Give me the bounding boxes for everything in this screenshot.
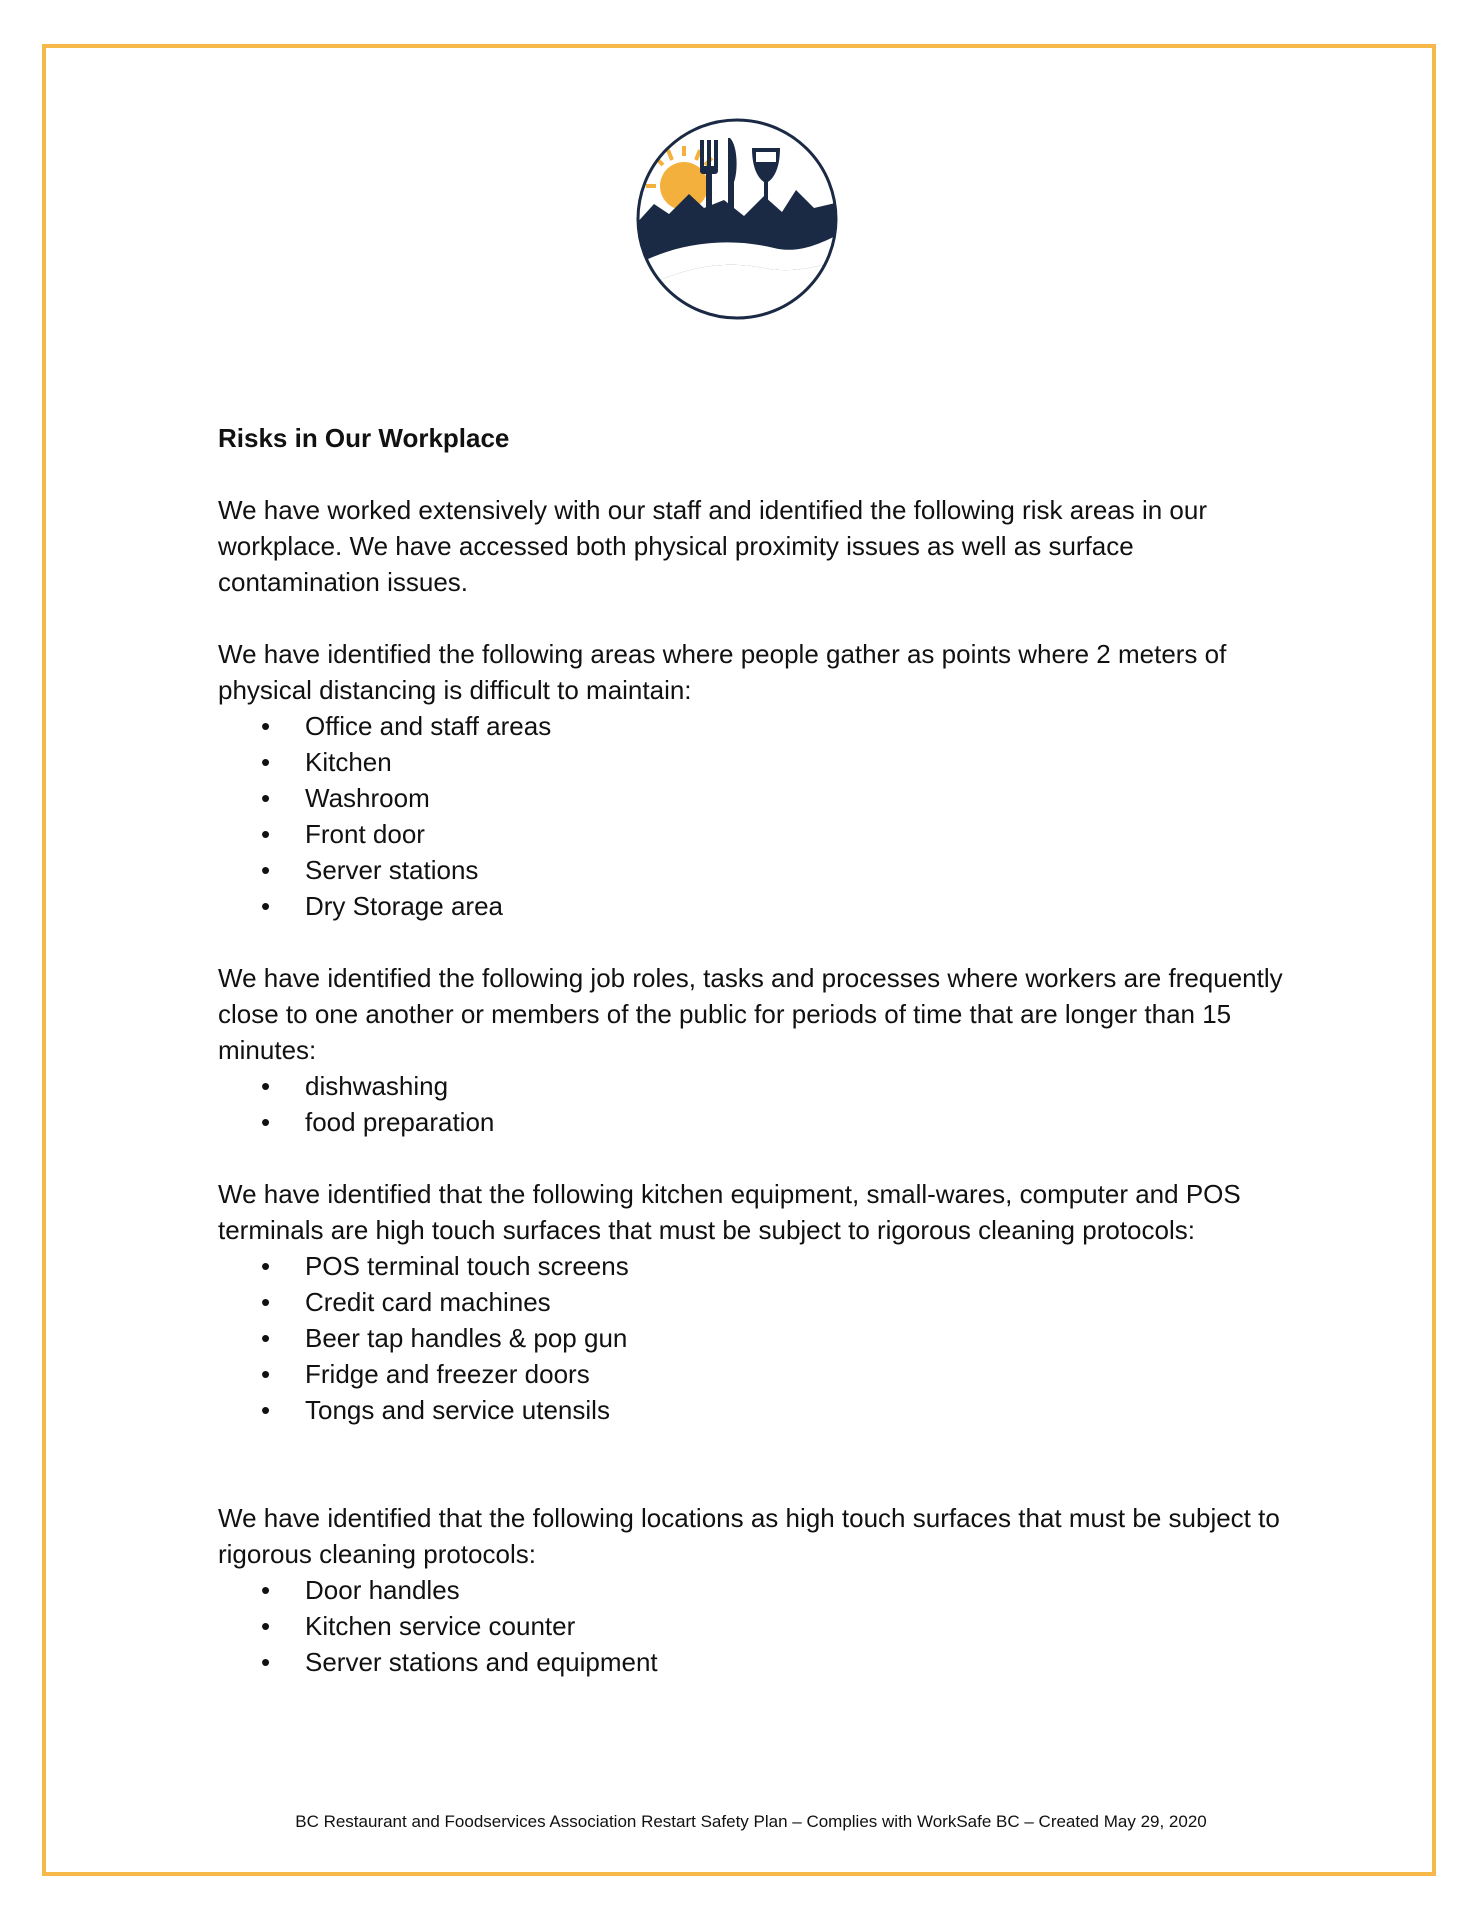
job-roles-section — [218, 960, 1288, 1140]
bullet-icon: • — [261, 891, 271, 921]
bullet-icon: • — [261, 1287, 271, 1317]
bullet-icon: • — [261, 1107, 271, 1137]
gathering-areas-list — [218, 708, 1288, 924]
bullet-icon: • — [261, 1323, 271, 1353]
list-item: • POS terminal touch screens — [218, 1248, 1288, 1284]
list-item: • Server stations and equipment — [218, 1644, 1288, 1680]
gathering-areas-section — [218, 636, 1288, 924]
document-body — [218, 420, 1288, 1716]
list-item: • Server stations — [218, 852, 1288, 888]
equipment-list — [218, 1248, 1288, 1428]
list-item: • Washroom — [218, 780, 1288, 816]
list-item: • food preparation — [218, 1104, 1288, 1140]
bullet-icon: • — [261, 711, 271, 741]
bullet-icon: • — [261, 747, 271, 777]
restaurant-logo-icon — [634, 116, 840, 322]
bullet-icon: • — [261, 819, 271, 849]
list-item: • Kitchen — [218, 744, 1288, 780]
job-roles-list — [218, 1068, 1288, 1140]
intro-section — [218, 492, 1288, 600]
bullet-icon: • — [261, 1575, 271, 1605]
intro-paragraph: We have worked extensively with our staff and identified the following risk areas in our workplace. We have accessed both physical proximity issues as well as surface contamination issues. — [218, 495, 1208, 597]
page-title: Risks in Our Workplace — [218, 423, 510, 453]
bullet-icon: • — [261, 783, 271, 813]
section-paragraph: We have identified the following areas where people gather as points where 2 meters of physical distancing is difficult to maintain: — [218, 639, 1227, 705]
list-item: • Office and staff areas — [218, 708, 1288, 744]
bullet-icon: • — [261, 1359, 271, 1389]
list-item: • Credit card machines — [218, 1284, 1288, 1320]
bullet-icon: • — [261, 855, 271, 885]
list-item: • Dry Storage area — [218, 888, 1288, 924]
list-item: • dishwashing — [218, 1068, 1288, 1104]
locations-section — [218, 1500, 1288, 1680]
section-paragraph: We have identified that the following locations as high touch surfaces that must be subject to rigorous cleaning protocols: — [218, 1503, 1280, 1569]
list-item: • Beer tap handles & pop gun — [218, 1320, 1288, 1356]
bullet-icon: • — [261, 1251, 271, 1281]
list-item: • Door handles — [218, 1572, 1288, 1608]
bullet-icon: • — [261, 1071, 271, 1101]
equipment-section — [218, 1176, 1288, 1428]
list-item: • Front door — [218, 816, 1288, 852]
bullet-icon: • — [261, 1611, 271, 1641]
list-item: • Tongs and service utensils — [218, 1392, 1288, 1428]
list-item: • Kitchen service counter — [218, 1608, 1288, 1644]
page-footer: BC Restaurant and Foodservices Association Restart Safety Plan – Complies with WorkSafe BC – Created May 29, 2020 — [295, 1812, 1207, 1831]
locations-list — [218, 1572, 1288, 1680]
section-paragraph: We have identified the following job roles, tasks and processes where workers are frequently close to one another or members of the public for periods of time that are longer than 15 minutes: — [218, 963, 1283, 1065]
section-paragraph: We have identified that the following kitchen equipment, small-wares, computer and POS terminals are high touch surfaces that must be subject to rigorous cleaning protocols: — [218, 1179, 1241, 1245]
list-item: • Fridge and freezer doors — [218, 1356, 1288, 1392]
bullet-icon: • — [261, 1395, 271, 1425]
bullet-icon: • — [261, 1647, 271, 1677]
